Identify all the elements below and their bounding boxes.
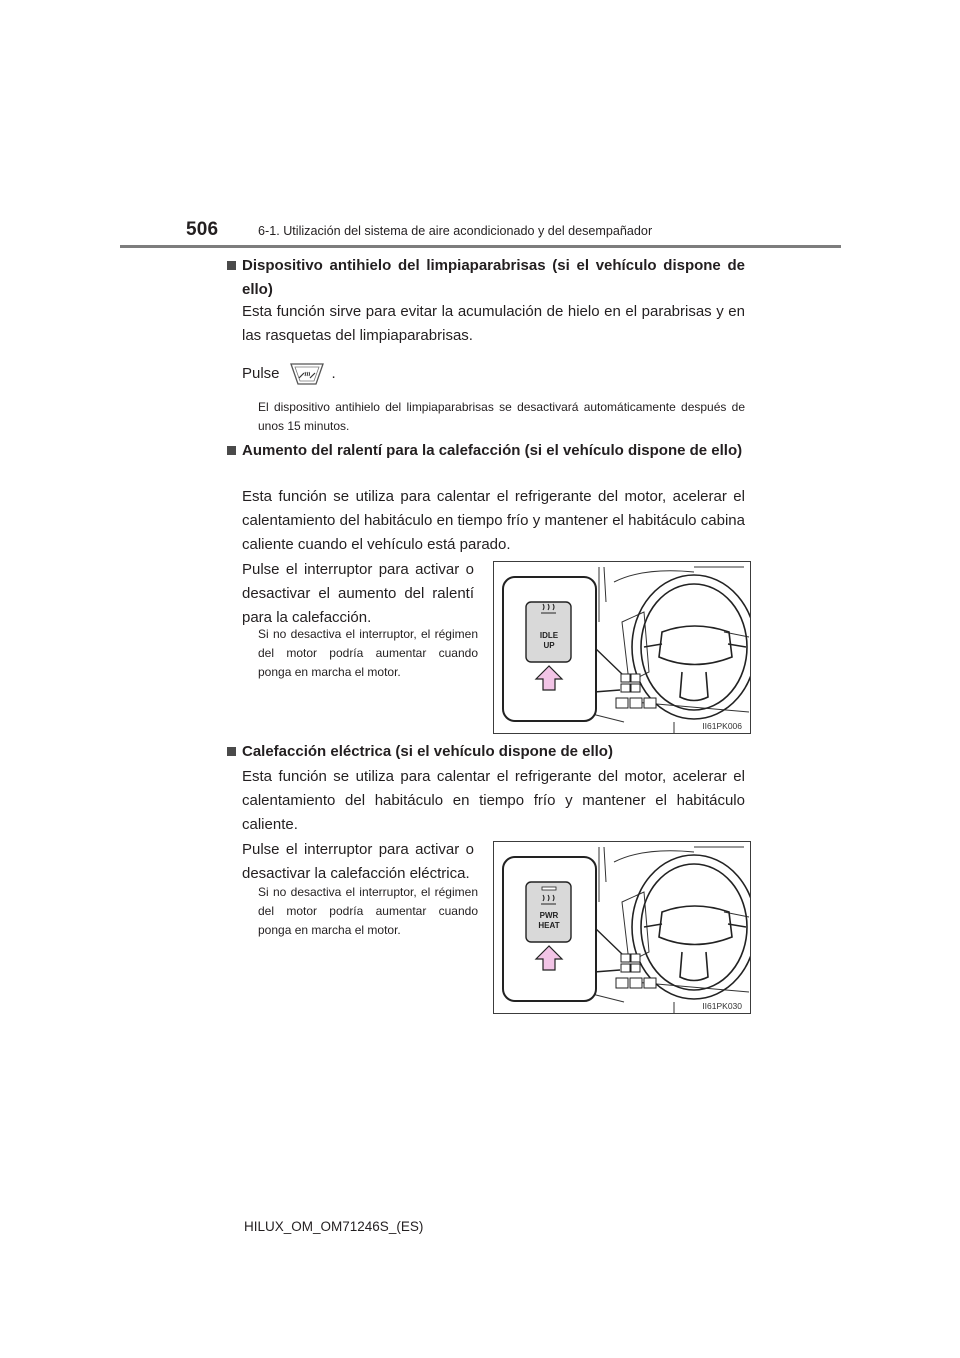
instruction-power-heater: Pulse el interruptor para activar o desactivar la calefacción eléctrica. xyxy=(242,841,474,882)
figure-code: II61PK006 xyxy=(702,721,742,731)
section-body-idle-up: Esta función se utiliza para calentar el refrigerante del motor, acelerar el calentamiento del habitáculo en tiempo frío y mantener el habitáculo cabina caliente cuando el vehículo está parado. xyxy=(242,488,745,553)
dashboard-illustration xyxy=(494,842,750,1013)
action-prefix: Pulse xyxy=(242,364,280,382)
section-body-power-heater: Esta función se utiliza para calentar el refrigerante del motor, acelerar el calentamiento del habitáculo en tiempo frío y mantener el habitáculo caliente. xyxy=(242,768,745,833)
page-number: 506 xyxy=(186,219,219,240)
section-note-idle-up: Si no desactiva el interruptor, el régimen del motor podría aumentar cuando ponga en marcha el motor. xyxy=(258,627,478,679)
windshield-deicer-icon xyxy=(288,361,326,387)
switch-label-line2: HEAT xyxy=(538,921,560,930)
square-bullet-icon xyxy=(227,261,236,270)
figure-code: II61PK030 xyxy=(702,1001,742,1011)
instruction-idle-up: Pulse el interruptor para activar o desactivar el aumento del ralentí para la calefacción. xyxy=(242,561,474,626)
header-divider xyxy=(120,245,841,248)
switch-label-line1: IDLE xyxy=(539,631,559,640)
section-heading-text: Aumento del ralentí para la calefacción (si el vehículo dispone de ello) xyxy=(242,442,743,459)
deicer-action-line xyxy=(242,361,745,387)
section-heading-idle-up xyxy=(227,439,745,463)
footer-document-code: HILUX_OM_OM71246S_(ES) xyxy=(244,1219,424,1234)
figure-idle-up-switch xyxy=(493,561,751,734)
figure-power-heater-switch xyxy=(493,841,751,1014)
square-bullet-icon xyxy=(227,747,236,756)
chapter-title: 6-1. Utilización del sistema de aire acondicionado y del desempañador xyxy=(258,224,653,238)
section-heading-power-heater xyxy=(227,740,745,764)
section-note-power-heater: Si no desactiva el interruptor, el régimen del motor podría aumentar cuando ponga en marcha el motor. xyxy=(258,885,478,937)
section-heading-text: Calefacción eléctrica (si el vehículo dispone de ello) xyxy=(242,743,613,760)
section-note-deicer: El dispositivo antihielo del limpiaparabrisas se desactivará automáticamente después de unos 15 minutos. xyxy=(258,400,745,433)
section-heading-deicer xyxy=(227,254,745,302)
section-heading-text: Dispositivo antihielo del limpiaparabrisas (si el vehículo dispone de ello) xyxy=(242,257,745,298)
dashboard-illustration xyxy=(494,562,750,733)
action-suffix: . xyxy=(331,364,336,382)
section-body-deicer: Esta función sirve para evitar la acumulación de hielo en el parabrisas y en las rasquetas del limpiaparabrisas. xyxy=(242,303,745,344)
square-bullet-icon xyxy=(227,446,236,455)
switch-label-line1: PWR xyxy=(539,911,559,920)
indicator-light xyxy=(542,887,556,890)
switch-label-line2: UP xyxy=(543,641,555,650)
